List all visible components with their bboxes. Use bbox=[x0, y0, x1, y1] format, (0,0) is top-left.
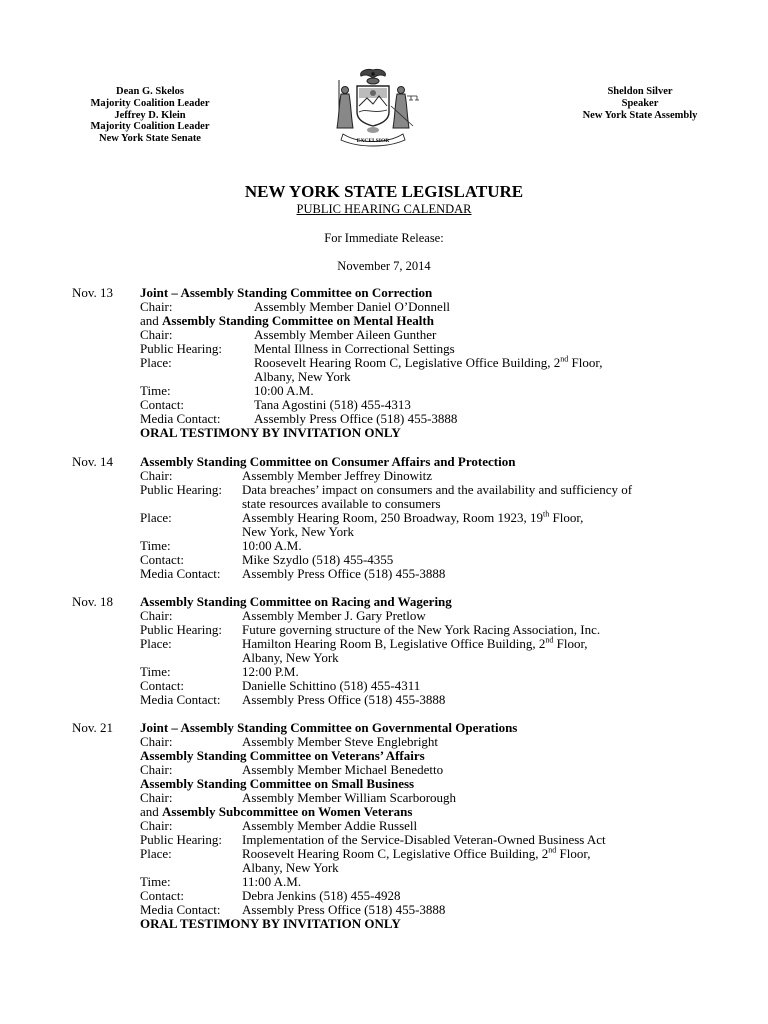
committee-header: Assembly Standing Committee on Racing and Wagering bbox=[140, 594, 452, 609]
media-contact-value: Assembly Press Office (518) 455-3888 bbox=[242, 692, 446, 707]
contact-value: Danielle Schittino (518) 455-4311 bbox=[242, 678, 421, 693]
and-text: and bbox=[140, 313, 163, 328]
place-city: Albany, New York bbox=[242, 860, 339, 875]
hearing-value: Data breaches’ impact on consumers and the availability and sufficiency of bbox=[242, 482, 633, 497]
chair-label: Chair: bbox=[140, 608, 173, 623]
place-value: Hamilton Hearing Room B, Legislative Office Building, 2nd Floor, bbox=[242, 635, 588, 651]
chair-value: Assembly Member Steve Englebright bbox=[242, 734, 439, 749]
committee-header: Assembly Standing Committee on Veterans’ Affairs bbox=[140, 748, 425, 763]
place-label: Place: bbox=[140, 510, 172, 525]
chair-label: Chair: bbox=[140, 299, 173, 314]
assembly-leader-name: Sheldon Silver bbox=[607, 86, 673, 97]
senate-leader-name: Dean G. Skelos bbox=[116, 86, 184, 97]
contact-label: Contact: bbox=[140, 397, 185, 412]
media-contact-value: Assembly Press Office (518) 455-3888 bbox=[242, 566, 446, 581]
contact-label: Contact: bbox=[140, 678, 185, 693]
assembly-leader-block bbox=[548, 86, 732, 121]
place-city: New York, New York bbox=[242, 524, 354, 539]
senate-name: New York State Senate bbox=[99, 133, 201, 145]
time-value: 11:00 A.M. bbox=[242, 874, 302, 889]
release-date: November 7, 2014 bbox=[337, 259, 431, 273]
contact-label: Contact: bbox=[140, 888, 185, 903]
place-city: Albany, New York bbox=[242, 650, 339, 665]
media-contact-label: Media Contact: bbox=[140, 692, 221, 707]
invitation-note: ORAL TESTIMONY BY INVITATION ONLY bbox=[140, 916, 401, 931]
senate-leader-title: Majority Coalition Leader bbox=[90, 97, 210, 109]
time-label: Time: bbox=[140, 874, 171, 889]
new-york-state-seal bbox=[321, 66, 425, 148]
hearing-value: Mental Illness in Correctional Settings bbox=[254, 341, 455, 356]
hearing-label: Public Hearing: bbox=[140, 832, 222, 847]
chair-value: Assembly Member Daniel O’Donnell bbox=[254, 299, 451, 314]
assembly-name: New York State Assembly bbox=[582, 109, 698, 121]
senate-coleader-name: Jeffrey D. Klein bbox=[114, 109, 186, 121]
chair-value: Assembly Member Michael Benedetto bbox=[242, 762, 444, 777]
seal-motto: EXCELSIOR bbox=[356, 138, 390, 144]
committee-header: Joint – Assembly Standing Committee on Governmental Operations bbox=[140, 720, 518, 735]
hearing-value: Implementation of the Service-Disabled Veteran-Owned Business Act bbox=[242, 832, 606, 847]
place-label: Place: bbox=[140, 846, 172, 861]
assembly-leader-title: Speaker bbox=[621, 97, 659, 109]
committee-header: Assembly Standing Committee on Small Business bbox=[140, 776, 415, 791]
place-city: Albany, New York bbox=[254, 369, 351, 384]
time-label: Time: bbox=[140, 383, 171, 398]
committee-header: Assembly Subcommittee on Women Veterans bbox=[162, 804, 413, 819]
place-value: Roosevelt Hearing Room C, Legislative Office Building, 2nd Floor, bbox=[254, 354, 603, 370]
time-value: 12:00 P.M. bbox=[242, 664, 299, 679]
chair-value: Assembly Member J. Gary Pretlow bbox=[242, 608, 426, 623]
place-value: Assembly Hearing Room, 250 Broadway, Room 1923, 19th Floor, bbox=[242, 509, 584, 525]
contact-value: Mike Szydlo (518) 455-4355 bbox=[242, 552, 394, 567]
media-contact-label: Media Contact: bbox=[140, 411, 221, 426]
and-text: and bbox=[140, 804, 163, 819]
time-label: Time: bbox=[140, 664, 171, 679]
contact-label: Contact: bbox=[140, 552, 185, 567]
chair-label: Chair: bbox=[140, 734, 173, 749]
contact-value: Tana Agostini (518) 455-4313 bbox=[254, 397, 411, 412]
hearing-value: Future governing structure of the New York Racing Association, Inc. bbox=[242, 622, 601, 637]
chair-label: Chair: bbox=[140, 762, 173, 777]
chair-value: Assembly Member William Scarborough bbox=[242, 790, 457, 805]
place-label: Place: bbox=[140, 355, 172, 370]
release-label: For Immediate Release: bbox=[324, 231, 444, 245]
media-contact-value: Assembly Press Office (518) 455-3888 bbox=[242, 902, 446, 917]
chair-label: Chair: bbox=[140, 468, 173, 483]
contact-value: Debra Jenkins (518) 455-4928 bbox=[242, 888, 401, 903]
time-value: 10:00 A.M. bbox=[242, 538, 302, 553]
chair-label: Chair: bbox=[140, 327, 173, 342]
hearing-label: Public Hearing: bbox=[140, 482, 222, 497]
committee-header: Joint – Assembly Standing Committee on Correction bbox=[140, 285, 433, 300]
page-subtitle: PUBLIC HEARING CALENDAR bbox=[296, 202, 472, 216]
chair-value: Assembly Member Aileen Gunther bbox=[254, 327, 437, 342]
senate-coleader-title: Majority Coalition Leader bbox=[90, 121, 210, 133]
event-date: Nov. 13 bbox=[72, 285, 114, 300]
hearing-value-cont: state resources available to consumers bbox=[242, 496, 441, 511]
hearing-label: Public Hearing: bbox=[140, 622, 222, 637]
media-contact-label: Media Contact: bbox=[140, 902, 221, 917]
chair-label: Chair: bbox=[140, 818, 173, 833]
senate-leaders-block bbox=[55, 86, 245, 145]
event-date: Nov. 21 bbox=[72, 720, 114, 735]
time-value: 10:00 A.M. bbox=[254, 383, 314, 398]
chair-label: Chair: bbox=[140, 790, 173, 805]
media-contact-label: Media Contact: bbox=[140, 566, 221, 581]
media-contact-value: Assembly Press Office (518) 455-3888 bbox=[254, 411, 458, 426]
time-label: Time: bbox=[140, 538, 171, 553]
page-title: NEW YORK STATE LEGISLATURE bbox=[244, 182, 524, 201]
event-date: Nov. 18 bbox=[72, 594, 114, 609]
invitation-note: ORAL TESTIMONY BY INVITATION ONLY bbox=[140, 425, 401, 440]
place-label: Place: bbox=[140, 636, 172, 651]
chair-value: Assembly Member Jeffrey Dinowitz bbox=[242, 468, 433, 483]
chair-value: Assembly Member Addie Russell bbox=[242, 818, 418, 833]
place-value: Roosevelt Hearing Room C, Legislative Office Building, 2nd Floor, bbox=[242, 845, 591, 861]
committee-header: Assembly Standing Committee on Consumer Affairs and Protection bbox=[140, 454, 516, 469]
hearing-label: Public Hearing: bbox=[140, 341, 222, 356]
committee-header: Assembly Standing Committee on Mental Health bbox=[162, 313, 434, 328]
event-date: Nov. 14 bbox=[72, 454, 114, 469]
